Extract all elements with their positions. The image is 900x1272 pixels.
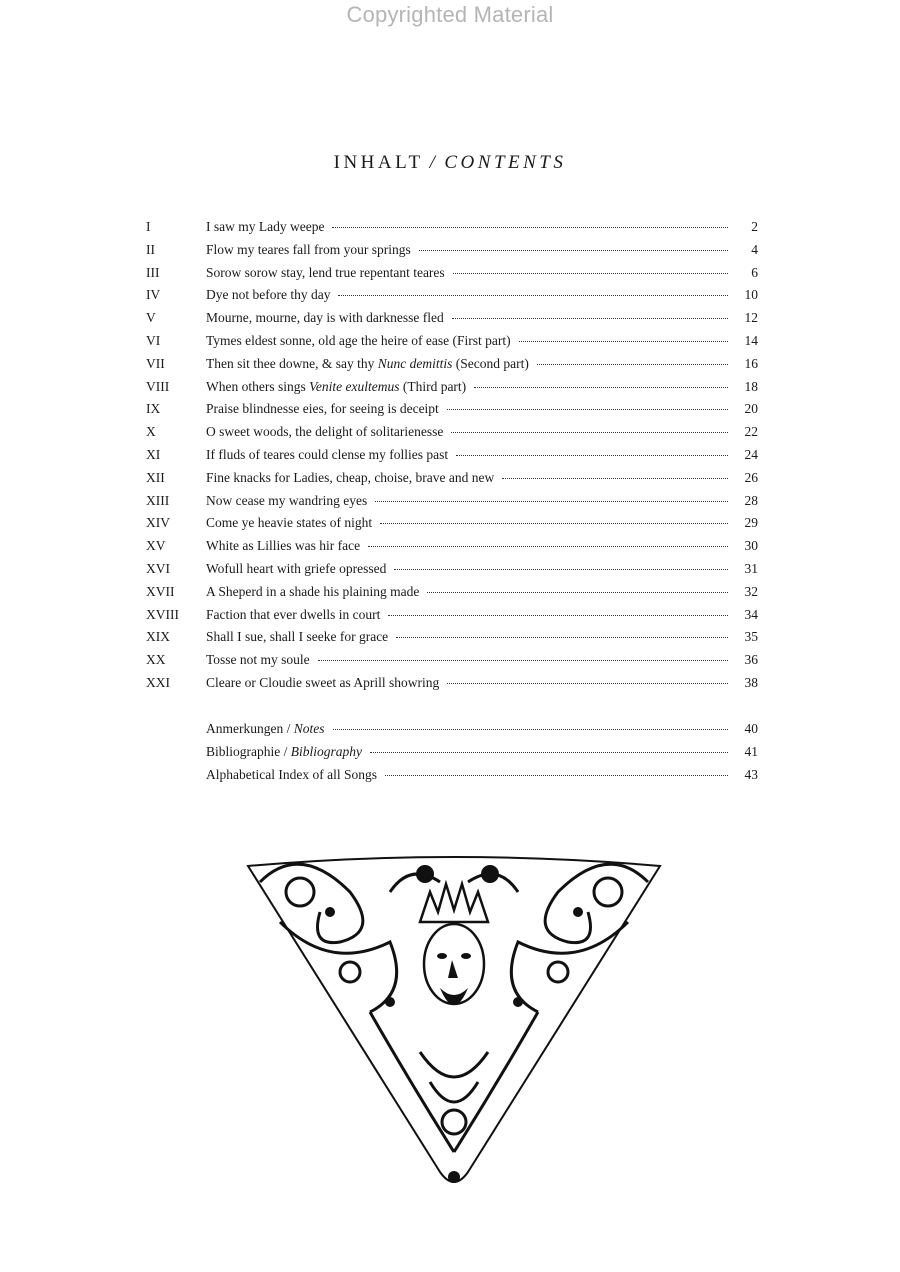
toc-entry (146, 265, 758, 288)
title-separator: / (429, 152, 439, 173)
entry-number: V (146, 310, 156, 326)
entry-title (206, 356, 529, 372)
toc-entry (146, 447, 758, 470)
toc-entry (146, 538, 758, 561)
dot-leader (447, 683, 728, 684)
entry-title-italic: Notes (293, 721, 325, 736)
page-number: 10 (744, 287, 758, 303)
entry-title: Tosse not my soule (206, 652, 310, 668)
entry-title: Praise blindnesse eies, for seeing is deceipt (206, 401, 439, 417)
dot-leader (318, 660, 728, 661)
entry-title: Dye not before thy day (206, 287, 331, 303)
entry-number: III (146, 264, 160, 280)
ornament-vignette (240, 852, 668, 1192)
entry-number: XIV (146, 515, 170, 531)
dot-leader (394, 569, 728, 570)
toc-entry (146, 310, 758, 333)
dot-leader (333, 729, 729, 730)
entry-title (206, 379, 466, 395)
dot-leader (427, 592, 728, 593)
entry-number: VIII (146, 378, 170, 394)
page-number: 4 (751, 241, 758, 257)
toc-entry (146, 767, 758, 790)
entry-title (206, 744, 362, 760)
appendix-list (146, 721, 758, 789)
entry-number: XVI (146, 560, 170, 576)
dot-leader (338, 295, 728, 296)
dot-leader (451, 432, 728, 433)
entry-title: Fine knacks for Ladies, cheap, choise, brave and new (206, 469, 495, 485)
entry-number: X (146, 424, 156, 440)
dot-leader (502, 478, 728, 479)
entry-title: Flow my teares fall from your springs (206, 241, 411, 257)
page-number: 20 (744, 401, 758, 417)
toc-entry (146, 652, 758, 675)
entry-number: XX (146, 652, 166, 668)
title-german: INHALT (333, 152, 424, 173)
toc-entry (146, 424, 758, 447)
entry-title-text: (Third part) (399, 378, 467, 394)
entry-number: XVII (146, 583, 175, 599)
entry-title-text: Anmerkungen / (206, 721, 294, 736)
entry-number: XIX (146, 629, 170, 645)
entry-title-italic: Venite exultemus (309, 378, 400, 394)
toc-entry (146, 333, 758, 356)
toc-entry (146, 493, 758, 516)
entry-number: XXI (146, 674, 170, 690)
dot-leader (388, 615, 728, 616)
dot-leader (396, 637, 728, 638)
page-number: 29 (744, 515, 758, 531)
page-number: 12 (744, 310, 758, 326)
page-number: 16 (744, 355, 758, 371)
toc-entry (146, 401, 758, 424)
page-number: 18 (744, 378, 758, 394)
entry-title: A Sheperd in a shade his plaining made (206, 583, 420, 599)
dot-leader (380, 523, 728, 524)
entry-title-text: Then sit thee downe, & say thy (206, 355, 378, 371)
entry-number: II (146, 241, 155, 257)
entry-number: VII (146, 355, 165, 371)
dot-leader (419, 250, 728, 251)
toc-entry (146, 219, 758, 242)
page-number: 30 (744, 538, 758, 554)
dot-leader (447, 409, 728, 410)
page-number: 14 (744, 332, 758, 348)
entry-title: Sorow sorow stay, lend true repentant teares (206, 264, 445, 280)
page-number: 43 (744, 766, 758, 782)
entry-number: IX (146, 401, 161, 417)
page-number: 36 (744, 652, 758, 668)
page-number: 34 (744, 606, 758, 622)
entry-number: XI (146, 446, 161, 462)
copyright-watermark: Copyrighted Material (346, 2, 554, 27)
entry-title: White as Lillies was hir face (206, 538, 361, 554)
page-number: 28 (744, 492, 758, 508)
toc-entry (146, 356, 758, 379)
page-number: 2 (751, 219, 758, 234)
dot-leader (375, 501, 728, 502)
page-number: 22 (744, 424, 758, 440)
entry-title-italic: Bibliography (290, 743, 362, 759)
page-number: 32 (744, 583, 758, 599)
toc-entry (146, 561, 758, 584)
entry-title: O sweet woods, the delight of solitarienesse (206, 424, 444, 440)
entry-number: XVIII (146, 606, 179, 622)
dot-leader (537, 364, 728, 365)
entry-title: Cleare or Cloudie sweet as Aprill showring (206, 674, 440, 690)
toc-entry (146, 470, 758, 493)
entry-title-text: Bibliographie / (206, 743, 291, 759)
dot-leader (474, 387, 728, 388)
entry-number: XII (146, 469, 165, 485)
toc-entry (146, 675, 758, 698)
entry-number: XV (146, 538, 166, 554)
entry-title: Faction that ever dwells in court (206, 606, 381, 622)
entry-title: Shall I sue, shall I seeke for grace (206, 629, 389, 645)
toc-entry (146, 629, 758, 652)
toc-entry (146, 721, 758, 744)
entry-title: Now cease my wandring eyes (206, 492, 368, 508)
dot-leader (452, 318, 728, 319)
page-number: 38 (744, 674, 758, 690)
dot-leader (332, 227, 728, 228)
toc-entry (146, 584, 758, 607)
entry-number: VI (146, 332, 161, 348)
dot-leader (453, 273, 728, 274)
toc-entry (146, 379, 758, 402)
title-english: CONTENTS (444, 152, 567, 173)
toc-entry (146, 607, 758, 630)
entry-title (206, 721, 325, 737)
page-number: 24 (744, 446, 758, 462)
entry-title-text: (Second part) (452, 355, 529, 371)
page-number: 35 (744, 629, 758, 645)
toc-entry (146, 287, 758, 310)
entry-title-text: Alphabetical Index of all Songs (206, 766, 377, 782)
entry-number: IV (146, 287, 161, 303)
entry-number: XIII (146, 492, 170, 508)
toc-entry (146, 744, 758, 767)
entry-title: Mourne, mourne, day is with darknesse fled (206, 310, 444, 326)
entry-title: Wofull heart with griefe opressed (206, 560, 387, 576)
dot-leader (385, 775, 728, 776)
page-number: 41 (744, 743, 758, 759)
dot-leader (519, 341, 728, 342)
entry-title (206, 767, 377, 783)
page-number: 6 (751, 264, 758, 280)
dot-leader (368, 546, 728, 547)
entry-title-italic: Nunc demittis (377, 355, 453, 371)
entry-title: If fluds of teares could clense my follies past (206, 446, 449, 462)
entry-title-text: When others sings (206, 378, 310, 394)
dot-leader (456, 455, 728, 456)
page-title (0, 152, 900, 174)
entry-number: I (146, 219, 151, 234)
entry-title: I saw my Lady weepe (206, 219, 325, 234)
toc-entry (146, 242, 758, 265)
page-number: 26 (744, 469, 758, 485)
contents-list (146, 219, 758, 698)
entry-title: Come ye heavie states of night (206, 515, 373, 531)
entry-title: Tymes eldest sonne, old age the heire of ease (First part) (206, 332, 511, 348)
page-number: 31 (744, 560, 758, 576)
dot-leader (370, 752, 728, 753)
page-number: 40 (744, 721, 758, 736)
toc-entry (146, 515, 758, 538)
